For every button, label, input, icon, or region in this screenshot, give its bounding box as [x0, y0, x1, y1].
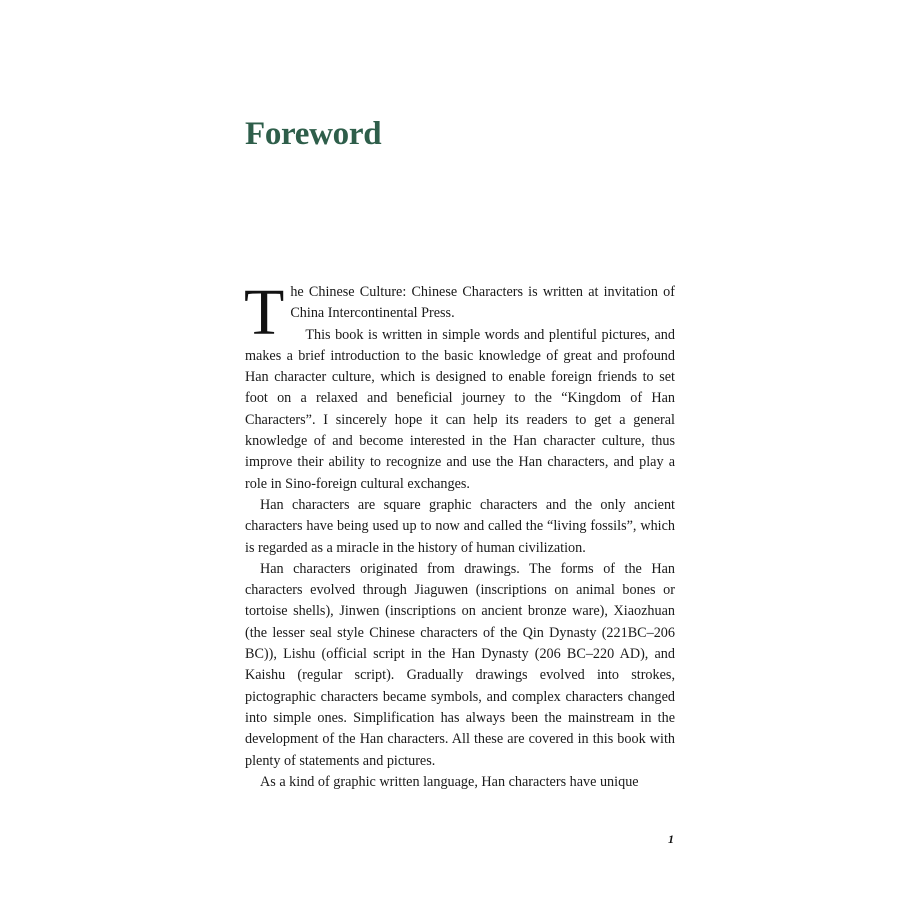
- paragraph-2-text: This book is written in simple words and plentiful pictures, and makes a brief introduction to the basic knowledge of great and profound Han character culture, which is designed to enable foreign friends to set foot on a relaxed and beneficial journey to the “Kingdom of Han Characters”. I sincerely hope it can help its readers to get a general knowledge of and become interested in the Han character culture, thus improve their ability to recognize and use the Han characters, and play a role in Sino-foreign cultural exchanges.: [245, 326, 675, 492]
- drop-cap: T: [244, 276, 285, 349]
- body-text: [244, 276, 675, 793]
- paragraph-1: [244, 276, 675, 495]
- paragraph-1-text: he Chinese Culture: Chinese Characters is written at invitation of China Intercontinental Press.: [290, 284, 675, 322]
- chapter-heading: Foreword: [245, 116, 382, 152]
- paragraph-5: As a kind of graphic written language, Han characters have unique: [260, 773, 639, 790]
- page-number: 1: [668, 832, 674, 846]
- paragraph-4: Han characters originated from drawings. The forms of the Han characters evolved through Jiaguwen (inscriptions on animal bones or tortoise shells), Jinwen (inscriptions on ancient bronze ware), Xiaozhuan (the lesser seal style Chinese characters of the Qin Dynasty (221BC–206 BC)), Lishu (official script in the Han Dynasty (206 BC–220 AD), and Kaishu (regular script). Gradually drawings evolved into strokes, pictographic characters became symbols, and complex characters changed into simple ones. Simplification has always been the mainstream in the development of the Han characters. All these are covered in this book with plenty of statements and pictures.: [245, 560, 675, 769]
- paragraph-3: Han characters are square graphic characters and the only ancient characters have being used up to now and called the “living fossils”, which is regarded as a miracle in the history of human civilization.: [245, 496, 675, 556]
